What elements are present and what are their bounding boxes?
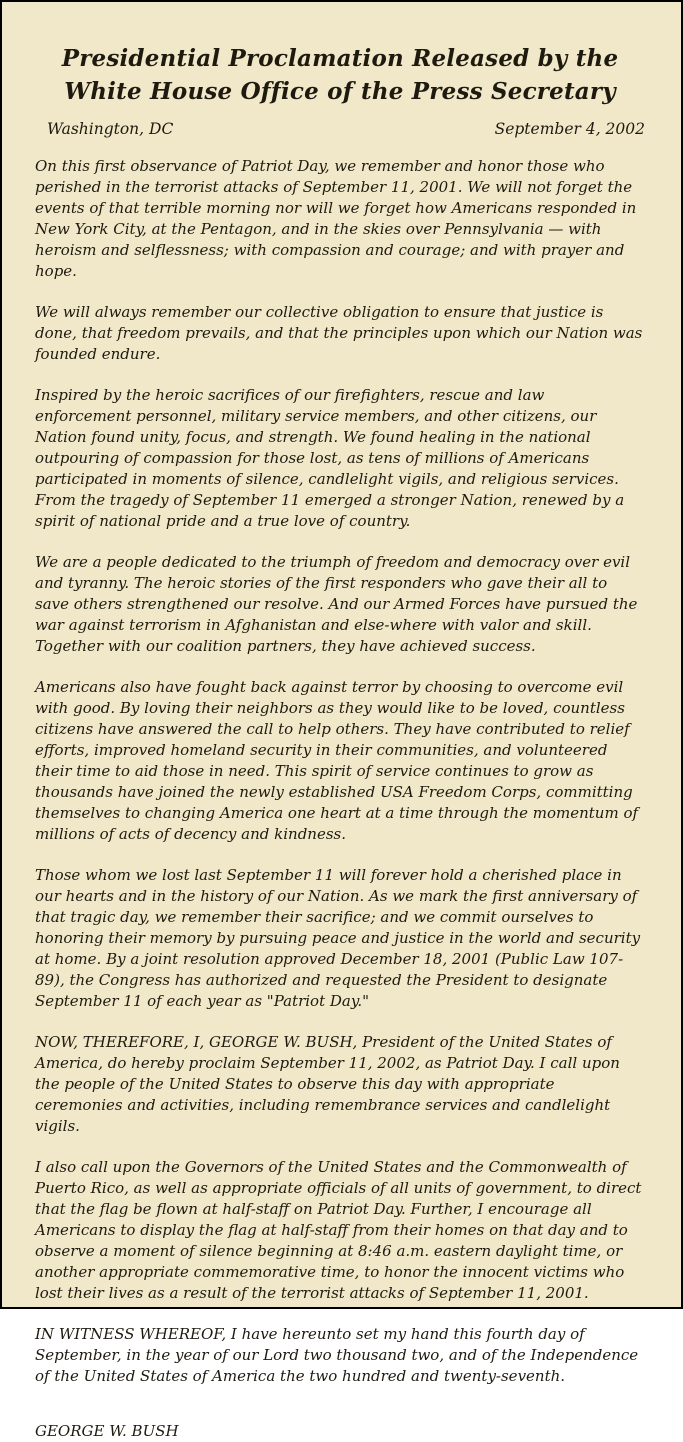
paragraph-4: We are a people dedicated to the triumph of freedom and democracy over evil and tyranny. The heroic stories of the first responders who gave their all to save others strengthened our resolve. And our Armed Forces have pursued the war against terrorism in Afghanistan and else-where with valor and skill. Together with our coalition partners, they have achieved success. xyxy=(35,553,638,655)
document-title: Presidential Proclamation Released by the White House Office of the Press Secretary xyxy=(61,45,619,105)
paragraph-6: Those whom we lost last September 11 will forever hold a cherished place in our hearts and in the history of our Nation. As we mark the first anniversary of that tragic day, we remember their sacrifice; and we commit ourselves to honoring their memory by pursuing peace and justice in the world and security at home. By a joint resolution approved December 18, 2001 (Public Law 107-89), the Congress has authorized and requested the President to designate September 11 of each year as "Patriot Day." xyxy=(35,866,641,1010)
document-body xyxy=(35,156,645,1387)
paragraph-9: IN WITNESS WHEREOF, I have hereunto set my hand this fourth day of September, in the year of our Lord two thousand two, and of the Independence of the United States of America the two hundred and twenty-seventh. xyxy=(35,1325,639,1385)
page-content xyxy=(2,2,681,1442)
dateline xyxy=(35,120,645,138)
paragraph-7: NOW, THEREFORE, I, GEORGE W. BUSH, President of the United States of America, do hereby proclaim September 11, 2002, as Patriot Day. I call upon the people of the United States to observe this day with appropriate ceremonies and activities, including remembrance services and candlelight vigils. xyxy=(35,1033,620,1135)
dateline-date: September 4, 2002 xyxy=(494,120,645,138)
paragraph-1: On this first observance of Patriot Day, we remember and honor those who perished in the terrorist attacks of September 11, 2001. We will not forget the events of that terrible morning nor will we forget how Americans responded in New York City, at the Pentagon, and in the skies over Pennsylvania — with heroism and selflessness; with compassion and courage; and with prayer and hope. xyxy=(35,157,637,280)
dateline-place: Washington, DC xyxy=(47,120,174,138)
paragraph-8: I also call upon the Governors of the United States and the Commonwealth of Puerto Rico, as well as appropriate officials of all units of government, to direct that the flag be flown at half-staff on Patriot Day. Further, I encourage all Americans to display the flag at half-staff from their homes on that day and to observe a moment of silence beginning at 8:46 a.m. eastern daylight time, or another appropriate commemorative time, to honor the innocent victims who lost their lives as a result of the terrorist attacks of September 11, 2001. xyxy=(35,1158,642,1302)
paragraph-5: Americans also have fought back against terror by choosing to overcome evil with good. By loving their neighbors as they would like to be loved, countless citizens have answered the call to help others. They have contributed to relief efforts, improved homeland security in their communities, and volunteered their time to aid those in need. This spirit of service continues to grow as thousands have joined the newly established USA Freedom Corps, committing themselves to changing America one heart at a time through the momentum of millions of acts of decency and kindness. xyxy=(35,678,639,843)
signature: GEORGE W. BUSH xyxy=(35,1422,179,1440)
paragraph-2: We will always remember our collective obligation to ensure that justice is done, that freedom prevails, and that the principles upon which our Nation was founded endure. xyxy=(35,303,643,363)
paragraph-3: Inspired by the heroic sacrifices of our firefighters, rescue and law enforcement personnel, military service members, and other citizens, our Nation found unity, focus, and strength. We found healing in the national outpouring of compassion for those lost, as tens of millions of Americans participated in moments of silence, candlelight vigils, and religious services. From the tragedy of September 11 emerged a stronger Nation, renewed by a spirit of national pride and a true love of country. xyxy=(35,386,625,530)
